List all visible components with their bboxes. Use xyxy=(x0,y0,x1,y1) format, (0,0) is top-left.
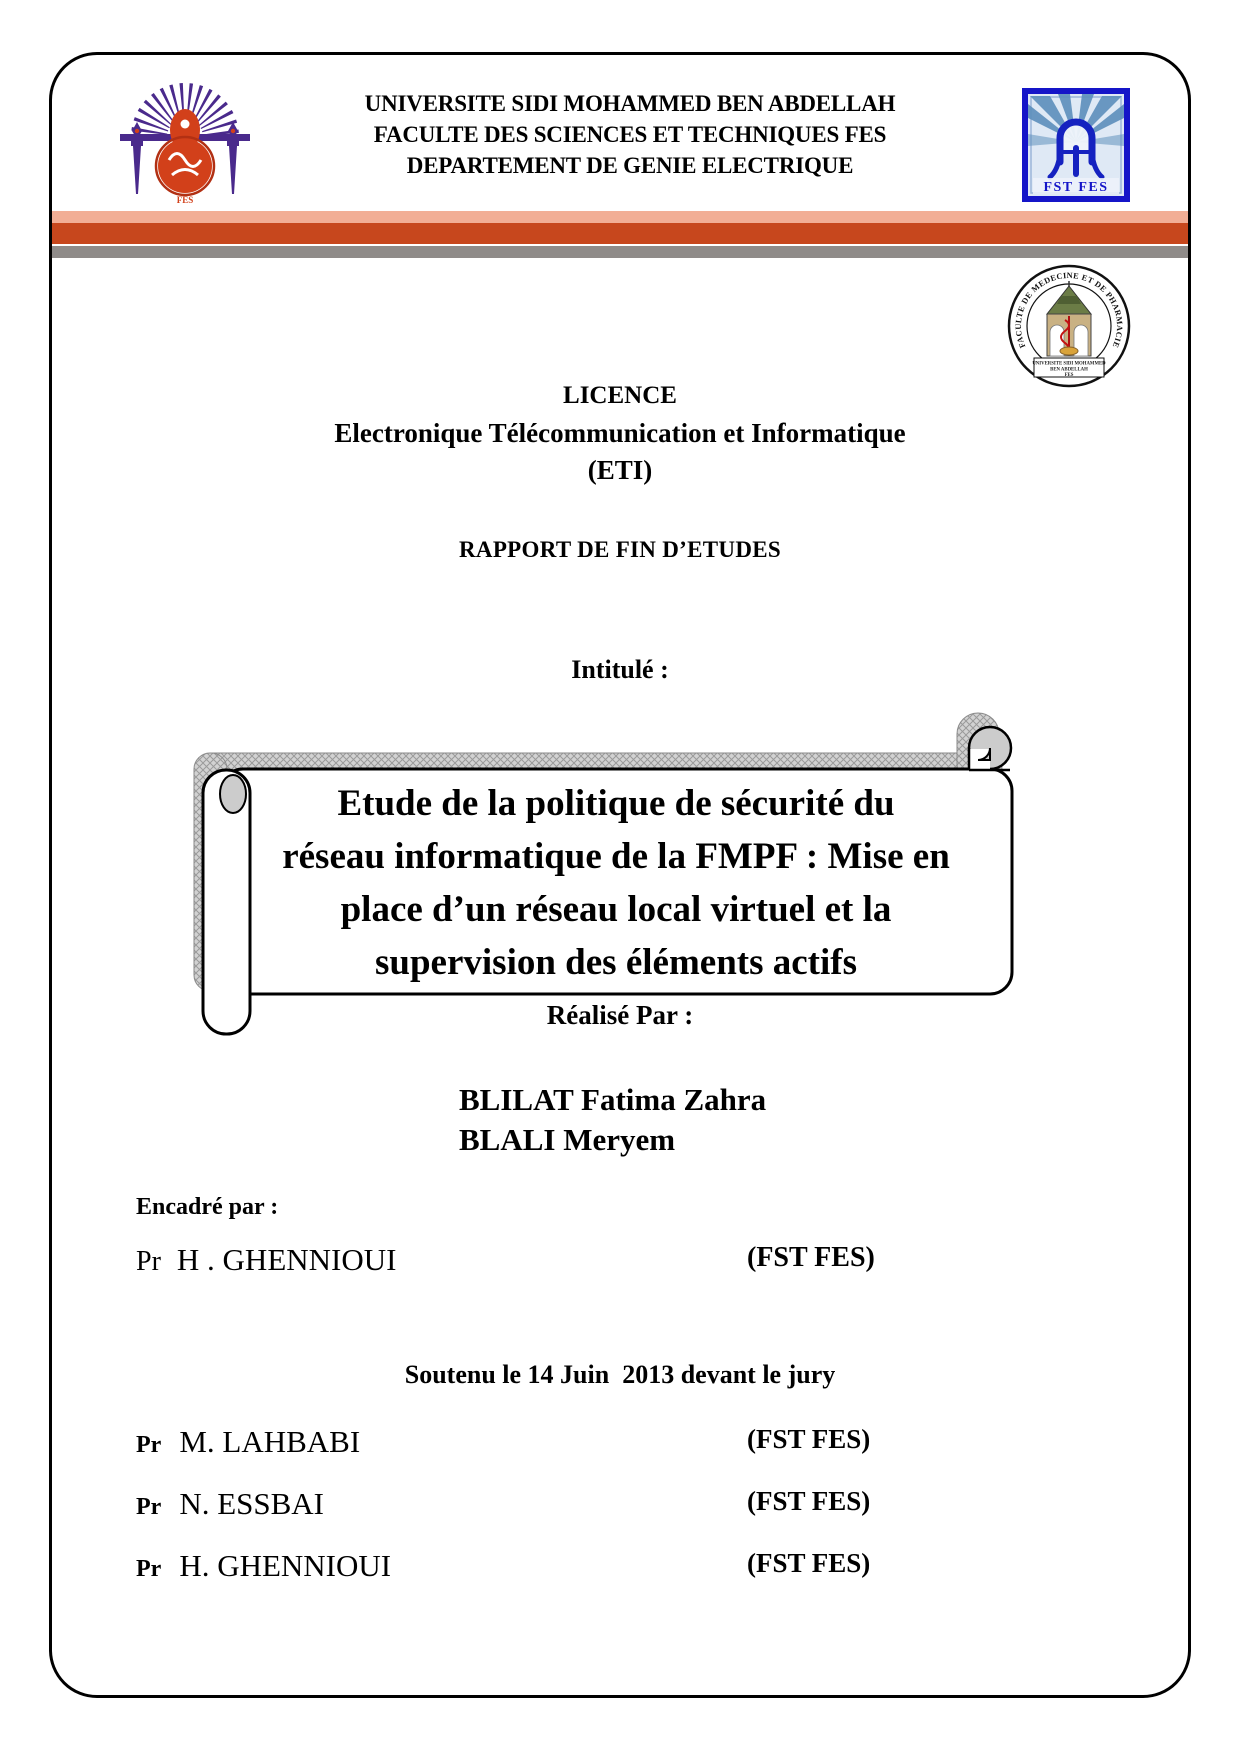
degree-level: LICENCE xyxy=(563,382,677,409)
jury-prefix: Pr xyxy=(136,1494,162,1520)
calligraphy-motif xyxy=(156,109,214,205)
jury-row xyxy=(136,1486,1086,1522)
usmba-university-logo xyxy=(112,74,258,210)
report-title xyxy=(228,778,1004,990)
divider-bar-gray xyxy=(52,246,1188,258)
authors-label: Réalisé Par : xyxy=(546,1000,694,1030)
jury-row xyxy=(136,1424,1086,1460)
header-text xyxy=(270,88,990,181)
report-type: RAPPORT DE FIN D’ETUDES xyxy=(459,537,781,562)
fst-fes-logo xyxy=(1022,88,1130,202)
report-title-line1: Etude de la politique de sécurité du xyxy=(337,783,895,825)
supervisor-prefix: Pr xyxy=(136,1246,161,1277)
supervisor-affiliation: (FST FES) xyxy=(747,1242,875,1273)
jury-name: N. ESSBAI xyxy=(179,1486,325,1521)
medicine-pharmacy-seal xyxy=(1007,264,1131,388)
report-title-line4: supervision des éléments actifs xyxy=(375,942,857,984)
authors-list xyxy=(459,1080,766,1160)
jury-heading: Soutenu le 14 Juin 2013 devant le jury xyxy=(404,1360,836,1389)
jury-prefix: Pr xyxy=(136,1432,162,1458)
divider-bar-salmon xyxy=(52,211,1188,223)
title-label: Intitulé : xyxy=(571,655,669,684)
seal-plaque-line2: BEN ABDELLAH xyxy=(1050,367,1088,373)
jury-affiliation: (FST FES) xyxy=(747,1486,871,1516)
seal-plaque-line1: UNIVERSITE SIDI MOHAMMED xyxy=(1032,361,1106,367)
department-name: DEPARTEMENT DE GENIE ELECTRIQUE xyxy=(406,153,854,178)
jury-name: M. LAHBABI xyxy=(179,1424,361,1459)
degree-block xyxy=(50,382,1190,486)
jury-prefix: Pr xyxy=(136,1556,162,1582)
usmba-fes-caption: FES xyxy=(176,195,194,205)
seal-plaque-line3: FES xyxy=(1064,373,1074,378)
jury-affiliation: (FST FES) xyxy=(747,1424,871,1454)
jury-row xyxy=(136,1548,1086,1584)
torch-left xyxy=(131,122,143,194)
author-2: BLALI Meryem xyxy=(459,1122,676,1157)
supervisor-label: Encadré par : xyxy=(136,1194,279,1220)
degree-program: Electronique Télécommunication et Informatique xyxy=(334,418,906,448)
faculty-name: FACULTE DES SCIENCES ET TECHNIQUES FES xyxy=(373,122,887,147)
jury-name: H. GHENNIOUI xyxy=(179,1548,392,1583)
seal-plaque xyxy=(1032,358,1106,378)
supervisor-row xyxy=(136,1242,1086,1278)
author-1: BLILAT Fatima Zahra xyxy=(459,1082,767,1117)
divider-bar-orange xyxy=(52,223,1188,244)
report-title-line3: place d’un réseau local virtuel et la xyxy=(340,889,892,931)
jury-affiliation: (FST FES) xyxy=(747,1548,871,1578)
report-title-line2: réseau informatique de la FMPF : Mise en xyxy=(282,836,950,878)
degree-acronym: (ETI) xyxy=(587,455,653,485)
seal-ring-text: FACULTE DE MEDECINE ET DE PHARMACIE xyxy=(1013,271,1125,350)
fst-fes-caption: FST FES xyxy=(1043,180,1109,195)
university-name: UNIVERSITE SIDI MOHAMMED BEN ABDELLAH xyxy=(364,91,896,116)
supervisor-name: H . GHENNIOUI xyxy=(176,1242,397,1277)
